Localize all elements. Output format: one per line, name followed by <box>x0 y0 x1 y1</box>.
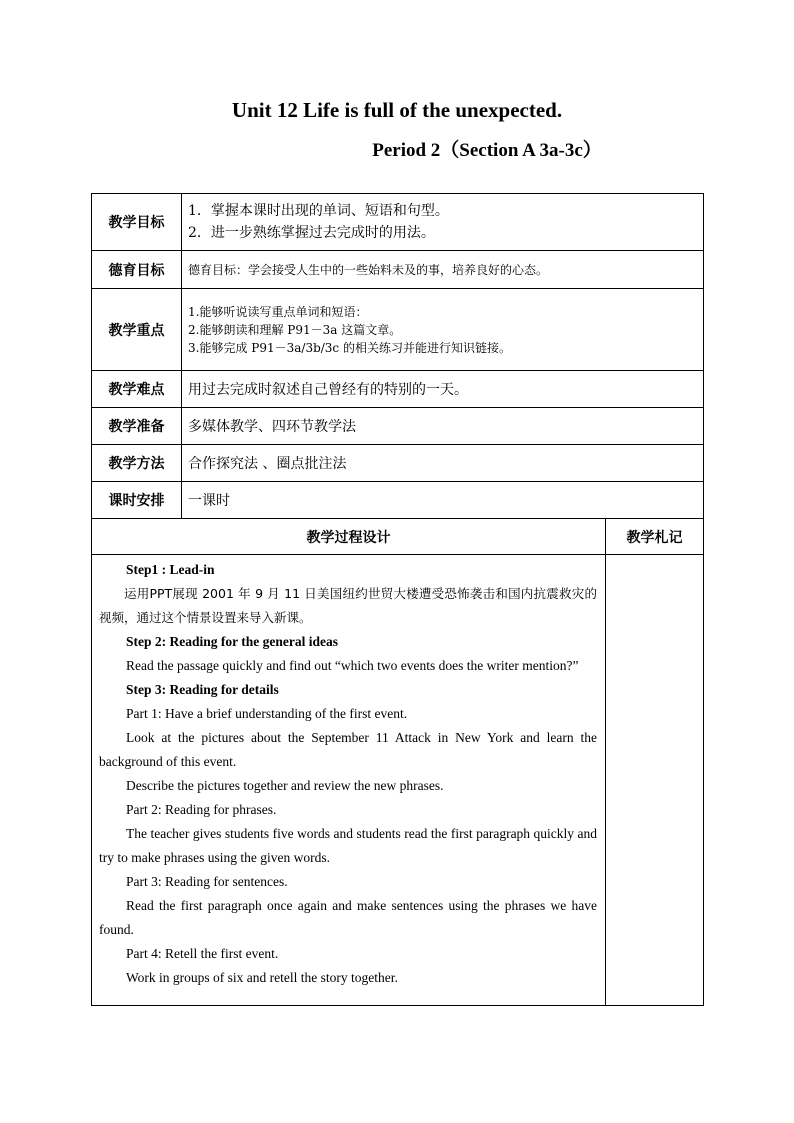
step-heading: Step 3: Reading for details <box>126 682 279 697</box>
row-content: 多媒体教学、四环节教学法 <box>182 408 704 445</box>
process-paragraph: Work in groups of six and retell the story together. <box>126 970 398 985</box>
process-paragraph: Read the first paragraph once again and make sentences using the phrases we have found. <box>99 898 597 937</box>
row-key-points <box>92 289 704 371</box>
content-line: 德育目标：学会接受人生中的一些始料未及的事，培养良好的心态。 <box>188 262 549 277</box>
row-label: 课时安排 <box>92 482 182 519</box>
row-label: 教学重点 <box>92 289 182 371</box>
row-content: 一课时 <box>182 482 704 519</box>
row-methods <box>92 445 704 482</box>
process-paragraph: Part 4: Retell the first event. <box>126 946 279 961</box>
row-label: 教学目标 <box>92 194 182 251</box>
row-label: 德育目标 <box>92 251 182 289</box>
process-content <box>92 555 606 1006</box>
content-line: 1.能够听说读写重点单词和短语： <box>188 304 368 319</box>
row-label: 教学方法 <box>92 445 182 482</box>
content-line: 1．掌握本课时出现的单词、短语和句型。 <box>188 203 449 219</box>
notes-content <box>606 555 704 1006</box>
row-preparation <box>92 408 704 445</box>
process-paragraph: Describe the pictures together and review the new phrases. <box>126 778 444 793</box>
row-content: 合作探究法 、圈点批注法 <box>182 445 704 482</box>
step-heading: Step1 : Lead-in <box>126 562 215 577</box>
row-process-header <box>92 519 704 555</box>
row-content: 用过去完成时叙述自己曾经有的特别的一天。 <box>182 371 704 408</box>
row-label: 教学难点 <box>92 371 182 408</box>
process-header: 教学过程设计 <box>92 519 606 555</box>
process-paragraph: 运用PPT展现 2001 年 9 月 11 日美国纽约世贸大楼遭受恐怖袭击和国内抗震救灾的视频，通过这个情景设置来导入新课。 <box>99 586 597 625</box>
notes-header: 教学札记 <box>606 519 704 555</box>
process-paragraph: Part 1: Have a brief understanding of the first event. <box>126 706 408 721</box>
row-process-body <box>92 555 704 1006</box>
row-difficulties <box>92 371 704 408</box>
process-paragraph: The teacher gives students five words and students read the first paragraph quickly and try to make phrases using the given words. <box>99 826 597 865</box>
page-title: Unit 12 Life is full of the unexpected. <box>231 98 563 122</box>
row-content <box>182 194 704 251</box>
step-heading: Step 2: Reading for the general ideas <box>126 634 338 649</box>
content-line: 2．进一步熟练掌握过去完成时的用法。 <box>188 225 435 241</box>
lesson-plan-table <box>91 193 704 1006</box>
content-line: 3.能够完成 P91－3a/3b/3c 的相关练习并能进行知识链接。 <box>188 340 511 355</box>
row-teaching-objectives <box>92 194 704 251</box>
process-paragraph: Part 2: Reading for phrases. <box>126 802 277 817</box>
row-label: 教学准备 <box>92 408 182 445</box>
row-content <box>182 251 704 289</box>
content-line: 2.能够朗读和理解 P91－3a 这篇文章。 <box>188 322 402 337</box>
row-schedule <box>92 482 704 519</box>
row-moral-objectives <box>92 251 704 289</box>
process-paragraph: Part 3: Reading for sentences. <box>126 874 288 889</box>
page-subtitle: Period 2（Section A 3a-3c） <box>372 140 602 161</box>
process-paragraph: Read the passage quickly and find out “which two events does the writer mention?” <box>126 658 579 673</box>
row-content <box>182 289 704 371</box>
process-paragraph: Look at the pictures about the September 11 Attack in New York and learn the background of this event. <box>99 730 597 769</box>
